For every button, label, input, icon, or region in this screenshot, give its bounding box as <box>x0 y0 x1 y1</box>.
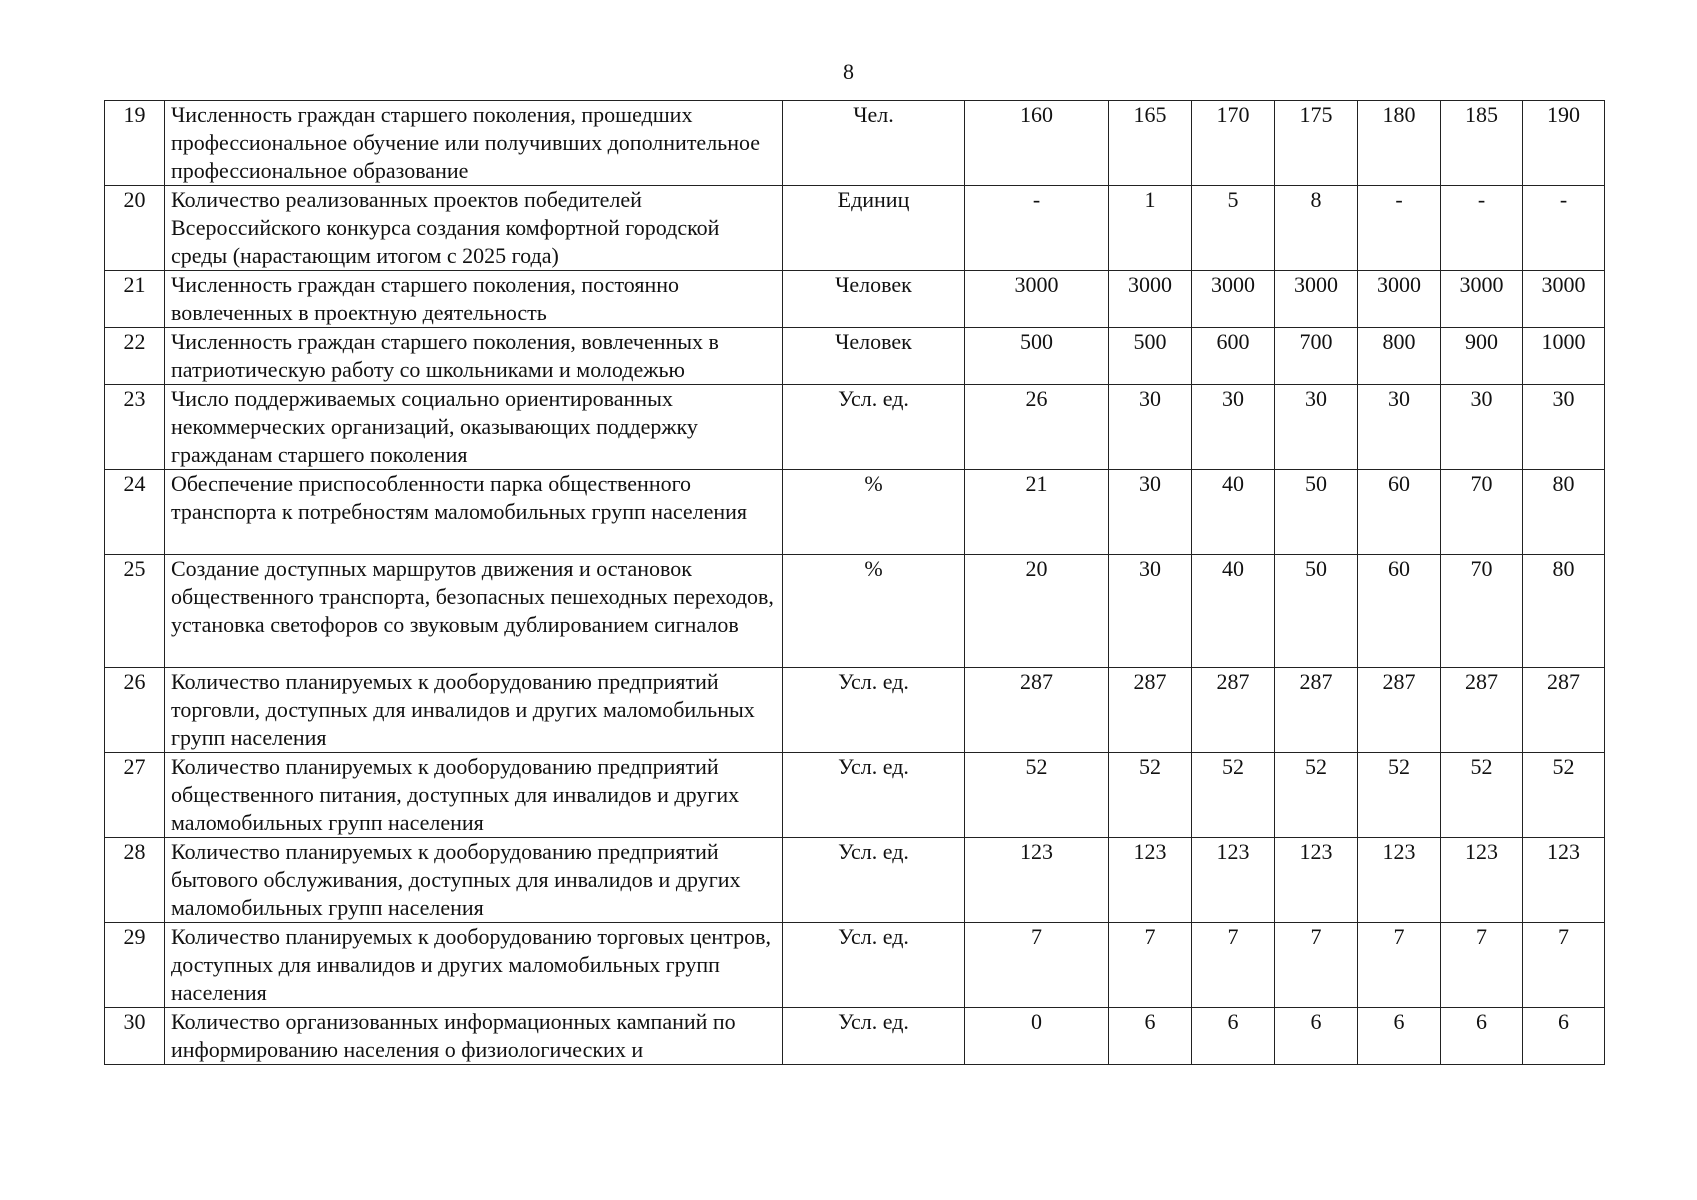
indicator-value: 7 <box>1358 923 1441 1008</box>
indicator-value: 1 <box>1109 186 1192 271</box>
indicator-value: 40 <box>1192 470 1275 555</box>
table-row <box>105 271 1605 328</box>
indicator-name: Число поддерживаемых социально ориентированных некоммерческих организаций, оказывающих поддержку гражданам старшего поколения <box>165 385 783 470</box>
indicator-value: 52 <box>1441 753 1523 838</box>
indicator-value: 60 <box>1358 470 1441 555</box>
unit-of-measure: Усл. ед. <box>783 838 965 923</box>
indicator-value: 5 <box>1192 186 1275 271</box>
indicator-value: 30 <box>1523 385 1605 470</box>
row-number: 23 <box>105 385 165 470</box>
indicator-value: 52 <box>1192 753 1275 838</box>
indicator-value: 40 <box>1192 555 1275 668</box>
page-number: 8 <box>843 59 854 84</box>
unit-of-measure: % <box>783 470 965 555</box>
table-row <box>105 385 1605 470</box>
indicator-value: 8 <box>1275 186 1358 271</box>
indicator-value: - <box>965 186 1109 271</box>
indicator-value: 30 <box>1275 385 1358 470</box>
indicator-value: 1000 <box>1523 328 1605 385</box>
indicator-value: 80 <box>1523 555 1605 668</box>
indicator-value: 52 <box>1523 753 1605 838</box>
indicator-value: 500 <box>965 328 1109 385</box>
indicator-value: 287 <box>965 668 1109 753</box>
indicator-value: 800 <box>1358 328 1441 385</box>
indicator-value: 6 <box>1441 1008 1523 1065</box>
indicator-value: 52 <box>965 753 1109 838</box>
row-number: 24 <box>105 470 165 555</box>
indicator-value: 7 <box>965 923 1109 1008</box>
indicator-value: 7 <box>1275 923 1358 1008</box>
indicator-value: - <box>1523 186 1605 271</box>
indicator-value: 287 <box>1523 668 1605 753</box>
indicator-value: 170 <box>1192 101 1275 186</box>
unit-of-measure: Усл. ед. <box>783 753 965 838</box>
indicator-value: 287 <box>1109 668 1192 753</box>
row-number: 19 <box>105 101 165 186</box>
indicator-value: 6 <box>1275 1008 1358 1065</box>
indicator-value: 26 <box>965 385 1109 470</box>
indicator-value: 30 <box>1441 385 1523 470</box>
unit-of-measure: Единиц <box>783 186 965 271</box>
indicator-name: Количество планируемых к дооборудованию предприятий общественного питания, доступных для инвалидов и других маломобильных групп населения <box>165 753 783 838</box>
table-row <box>105 470 1605 555</box>
indicator-value: 287 <box>1192 668 1275 753</box>
indicator-value: 6 <box>1109 1008 1192 1065</box>
indicator-value: 700 <box>1275 328 1358 385</box>
table-row <box>105 1008 1605 1065</box>
indicator-value: 30 <box>1109 385 1192 470</box>
indicator-value: 185 <box>1441 101 1523 186</box>
row-number: 29 <box>105 923 165 1008</box>
indicator-value: 80 <box>1523 470 1605 555</box>
indicator-value: 30 <box>1109 470 1192 555</box>
indicator-value: 70 <box>1441 555 1523 668</box>
indicator-value: 3000 <box>965 271 1109 328</box>
indicator-value: 3000 <box>1109 271 1192 328</box>
indicator-value: 123 <box>1275 838 1358 923</box>
indicator-value: 165 <box>1109 101 1192 186</box>
indicator-name: Численность граждан старшего поколения, прошедших профессиональное обучение или получивших дополнительное профессиональное образование <box>165 101 783 186</box>
row-number: 25 <box>105 555 165 668</box>
indicator-value: 3000 <box>1358 271 1441 328</box>
row-number: 21 <box>105 271 165 328</box>
table-row <box>105 101 1605 186</box>
unit-of-measure: Человек <box>783 328 965 385</box>
indicator-value: 70 <box>1441 470 1523 555</box>
indicator-name: Численность граждан старшего поколения, вовлеченных в патриотическую работу со школьниками и молодежью <box>165 328 783 385</box>
indicator-value: 123 <box>1192 838 1275 923</box>
indicator-value: 123 <box>965 838 1109 923</box>
indicator-value: 123 <box>1441 838 1523 923</box>
row-number: 26 <box>105 668 165 753</box>
unit-of-measure: % <box>783 555 965 668</box>
indicator-value: 7 <box>1109 923 1192 1008</box>
indicator-value: 160 <box>965 101 1109 186</box>
row-number: 30 <box>105 1008 165 1065</box>
indicator-value: 3000 <box>1523 271 1605 328</box>
indicator-value: 287 <box>1441 668 1523 753</box>
indicator-value: 900 <box>1441 328 1523 385</box>
row-number: 20 <box>105 186 165 271</box>
indicator-value: 175 <box>1275 101 1358 186</box>
indicator-value: 7 <box>1192 923 1275 1008</box>
table-row <box>105 555 1605 668</box>
indicator-value: 287 <box>1358 668 1441 753</box>
indicator-value: 0 <box>965 1008 1109 1065</box>
indicator-value: 3000 <box>1441 271 1523 328</box>
table-body <box>105 101 1605 1065</box>
row-number: 27 <box>105 753 165 838</box>
indicator-value: 6 <box>1192 1008 1275 1065</box>
indicator-value: 190 <box>1523 101 1605 186</box>
row-number: 22 <box>105 328 165 385</box>
indicator-name: Численность граждан старшего поколения, постоянно вовлеченных в проектную деятельность <box>165 271 783 328</box>
indicator-value: 21 <box>965 470 1109 555</box>
indicator-value: 30 <box>1109 555 1192 668</box>
indicator-value: 20 <box>965 555 1109 668</box>
indicator-value: 50 <box>1275 470 1358 555</box>
row-number: 28 <box>105 838 165 923</box>
indicator-value: 52 <box>1358 753 1441 838</box>
indicator-value: - <box>1358 186 1441 271</box>
indicator-value: 600 <box>1192 328 1275 385</box>
indicator-value: 6 <box>1523 1008 1605 1065</box>
unit-of-measure: Чел. <box>783 101 965 186</box>
table-row <box>105 328 1605 385</box>
unit-of-measure: Усл. ед. <box>783 1008 965 1065</box>
unit-of-measure: Усл. ед. <box>783 923 965 1008</box>
table-row <box>105 923 1605 1008</box>
indicator-name: Количество планируемых к дооборудованию предприятий бытового обслуживания, доступных для инвалидов и других маломобильных групп населения <box>165 838 783 923</box>
indicator-value: 123 <box>1358 838 1441 923</box>
indicator-value: 7 <box>1441 923 1523 1008</box>
indicator-value: - <box>1441 186 1523 271</box>
indicator-value: 60 <box>1358 555 1441 668</box>
indicator-value: 3000 <box>1192 271 1275 328</box>
table-row <box>105 186 1605 271</box>
table-row <box>105 668 1605 753</box>
indicator-value: 50 <box>1275 555 1358 668</box>
indicator-value: 30 <box>1192 385 1275 470</box>
indicator-value: 500 <box>1109 328 1192 385</box>
unit-of-measure: Усл. ед. <box>783 385 965 470</box>
indicator-value: 123 <box>1109 838 1192 923</box>
indicator-value: 7 <box>1523 923 1605 1008</box>
indicator-value: 123 <box>1523 838 1605 923</box>
indicator-name: Количество реализованных проектов победителей Всероссийского конкурса создания комфортной городской среды (нарастающим итогом с 2025 года) <box>165 186 783 271</box>
indicators-table <box>104 100 1605 1065</box>
indicator-value: 52 <box>1275 753 1358 838</box>
unit-of-measure: Человек <box>783 271 965 328</box>
indicator-value: 287 <box>1275 668 1358 753</box>
table-row <box>105 838 1605 923</box>
indicator-value: 180 <box>1358 101 1441 186</box>
indicator-value: 3000 <box>1275 271 1358 328</box>
indicator-value: 30 <box>1358 385 1441 470</box>
indicator-value: 52 <box>1109 753 1192 838</box>
indicator-value: 6 <box>1358 1008 1441 1065</box>
indicator-name: Обеспечение приспособленности парка общественного транспорта к потребностям маломобильных групп населения <box>165 470 783 555</box>
table-row <box>105 753 1605 838</box>
indicator-name: Количество планируемых к дооборудованию предприятий торговли, доступных для инвалидов и других маломобильных групп населения <box>165 668 783 753</box>
indicator-name: Количество планируемых к дооборудованию торговых центров, доступных для инвалидов и других маломобильных групп населения <box>165 923 783 1008</box>
indicator-name: Количество организованных информационных кампаний по информированию населения о физиологических и <box>165 1008 783 1065</box>
unit-of-measure: Усл. ед. <box>783 668 965 753</box>
indicator-name: Создание доступных маршрутов движения и остановок общественного транспорта, безопасных пешеходных переходов, установка светофоров со звуковым дублированием сигналов <box>165 555 783 668</box>
